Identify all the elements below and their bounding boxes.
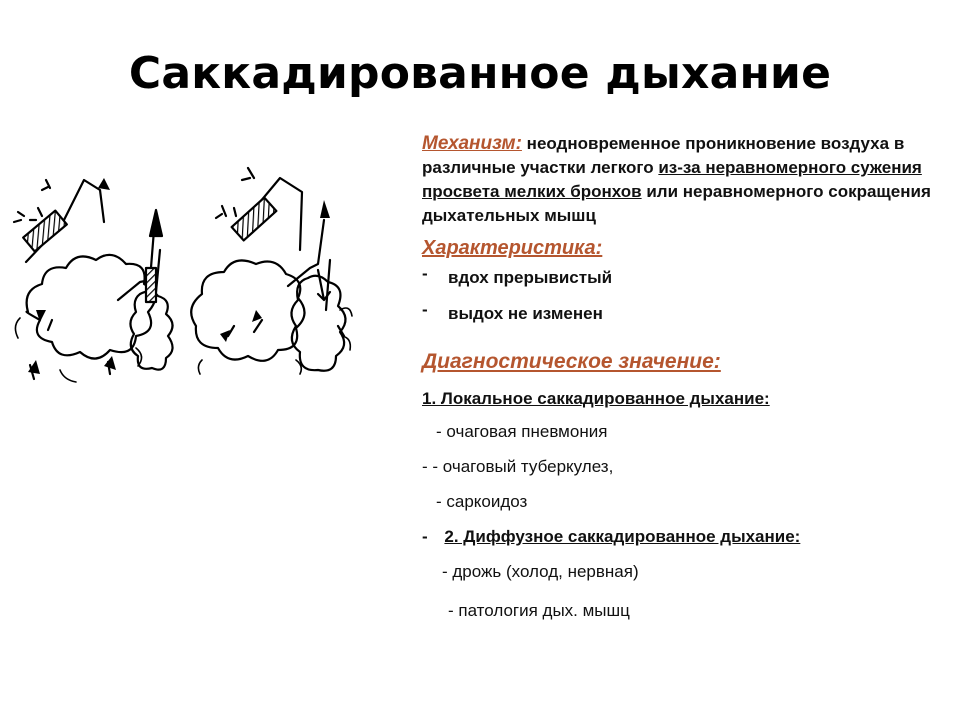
list-item bbox=[422, 296, 942, 332]
list-dash: - bbox=[422, 300, 428, 319]
list-item: - патология дых. мышц bbox=[448, 601, 630, 620]
mechanism-heading: Механизм: bbox=[422, 133, 522, 154]
mechanism-text-part3: или неравномерного сокращения дыхательных мышц bbox=[422, 182, 931, 225]
diagnostic-heading: Диагностическое значение: bbox=[422, 350, 721, 373]
local-heading: 1. Локальное саккадированное дыхание: bbox=[422, 389, 770, 408]
mechanism-text-part2: из-за неравномерного сужения просвета мелких бронхов bbox=[422, 158, 922, 201]
list-item: - - очаговый туберкулез, bbox=[422, 457, 614, 476]
diffuse-heading: 2. Диффузное саккадированное дыхание: bbox=[444, 527, 801, 546]
list-dash: - bbox=[422, 264, 428, 283]
mechanism-paragraph bbox=[422, 132, 942, 228]
list-item: - очаговая пневмония bbox=[436, 422, 608, 441]
diffuse-heading-row bbox=[422, 519, 942, 554]
list-item: - саркоидоз bbox=[436, 492, 528, 511]
characteristic-item: вдох прерывистый bbox=[448, 268, 613, 287]
characteristic-heading: Характеристика: bbox=[422, 237, 603, 259]
diagnostic-section bbox=[422, 350, 942, 628]
lung-alveoli-illustration bbox=[0, 160, 400, 430]
mechanism-text-part1: неодновременное проникновение воздуха в различные участки легкого bbox=[422, 134, 905, 177]
list-item bbox=[422, 260, 942, 296]
content-column bbox=[422, 132, 942, 628]
list-item: - дрожь (холод, нервная) bbox=[442, 562, 639, 581]
characteristic-item: выдох не изменен bbox=[448, 304, 603, 323]
list-dash: - bbox=[422, 527, 428, 546]
page-title: Саккадированное дыхание bbox=[128, 48, 832, 99]
characteristic-section bbox=[422, 236, 942, 332]
